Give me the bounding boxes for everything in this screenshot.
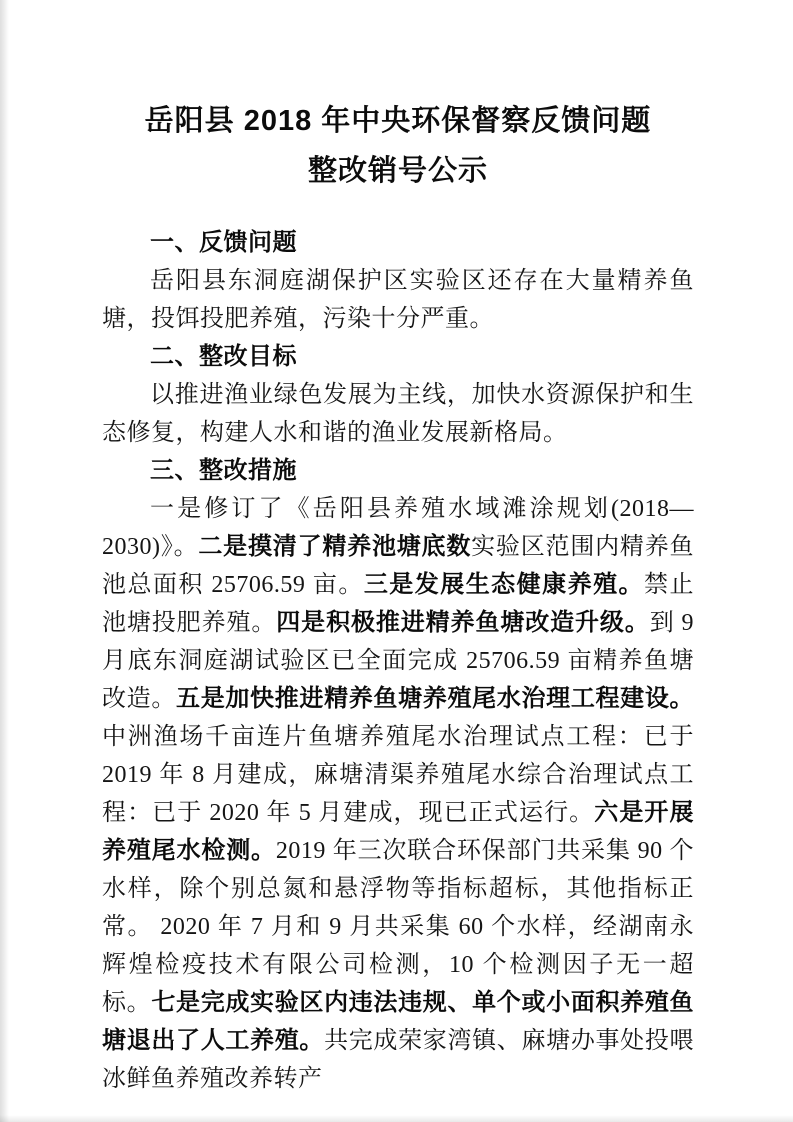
text-run: 一是修订了《岳阳县养殖水域滩涂规划(2018—2030)》。 (102, 496, 694, 560)
bold-text-run: 五是加快推进精养鱼塘养殖尾水治理工程建设。 (176, 686, 695, 712)
document-title (102, 96, 694, 196)
text-run: 实验区范围内精养鱼池总面积 25706.59 亩。 (102, 534, 695, 598)
paragraph (102, 376, 694, 452)
document-body (102, 224, 694, 1098)
section-heading-rectification-measures: 三、整改措施 (150, 458, 297, 484)
text-run: 禁止池塘投肥养殖。 (102, 572, 695, 636)
bold-text-run: 二是摸清了精养池塘底数 (198, 534, 472, 560)
text-run: 共完成荣家湾镇、麻塘办事处投喂冰鲜鱼养殖改养转产 (102, 1028, 695, 1092)
text-run: 岳阳县东洞庭湖保护区实验区还存在大量精养鱼塘，投饵投肥养殖，污染十分严重。 (102, 268, 694, 332)
bold-text-run: 七是完成实验区内违法违规、单个或小面积养殖鱼塘退出了人工养殖。 (102, 990, 695, 1054)
text-run: 2019 年三次联合环保部门共采集 90 个水样，除个别总氮和悬浮物等指标超标，其他指标正常。 2020 年 7 月和 9 月共采集 60 个水样，经湖南永辉煌检疫技术有限公司检测，10 个检测因子无一超标。 (102, 838, 695, 1016)
paragraph (102, 490, 694, 1098)
text-run: 以推进渔业绿色发展为主线，加快水资源保护和生态修复，构建人水和谐的渔业发展新格局。 (102, 382, 694, 446)
bold-text-run: 六是开展养殖尾水检测。 (102, 800, 695, 864)
text-run: 到 9 月底东洞庭湖试验区已全面完成 25706.59 亩精养鱼塘改造。 (102, 610, 695, 712)
text-run: 中洲渔场千亩连片鱼塘养殖尾水治理试点工程：已于 2019 年 8 月建成，麻塘清渠养殖尾水综合治理试点工程：已于 2020 年 5 月建成，现已正式运行。 (102, 724, 694, 826)
section-heading-rectification-goal: 二、整改目标 (150, 344, 297, 370)
bold-text-run: 四是积极推进精养鱼塘改造升级。 (276, 610, 650, 636)
document-title-line1: 岳阳县 2018 年中央环保督察反馈问题 (144, 105, 652, 137)
document-content (102, 96, 694, 1098)
document-title-line2: 整改销号公示 (307, 155, 488, 187)
paragraph (102, 262, 694, 338)
bold-text-run: 三是发展生态健康养殖。 (363, 572, 645, 598)
section-heading-feedback-problem: 一、反馈问题 (150, 230, 297, 256)
